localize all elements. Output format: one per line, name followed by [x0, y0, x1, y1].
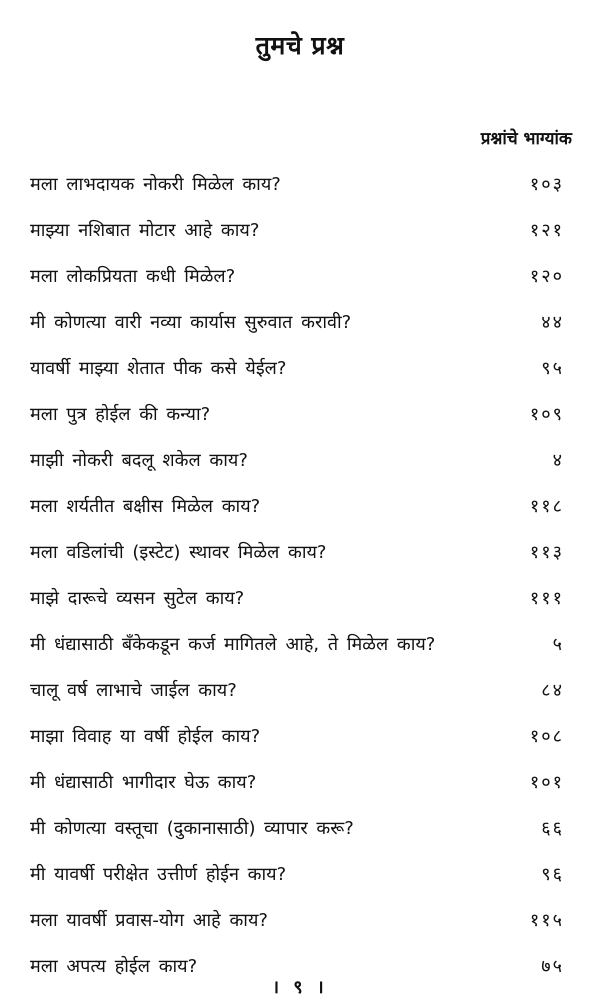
question-number: १०३: [529, 174, 564, 195]
question-row: [30, 162, 564, 208]
question-row: [30, 714, 564, 760]
question-row: [30, 806, 564, 852]
question-number: ९५: [541, 358, 564, 379]
question-row: [30, 208, 564, 254]
question-text: मला यावर्षी प्रवास-योग आहे काय?: [30, 910, 268, 931]
question-row: [30, 530, 564, 576]
question-text: मी यावर्षी परीक्षेत उत्तीर्ण होईन काय?: [30, 864, 287, 885]
question-number: १०१: [529, 772, 564, 793]
question-text: माझ्या नशिबात मोटार आहे काय?: [30, 220, 260, 241]
question-row: [30, 760, 564, 806]
question-text: मला शर्यतीत बक्षीस मिळेल काय?: [30, 496, 261, 517]
question-number: ११८: [529, 496, 564, 517]
question-number: ११३: [529, 542, 564, 563]
question-row: [30, 898, 564, 944]
question-text: मी धंद्यासाठी भागीदार घेऊ काय?: [30, 772, 257, 793]
page-number: । ९ ।: [272, 977, 328, 998]
question-text: मी कोणत्या वारी नव्या कार्यास सुरुवात करावी?: [30, 312, 352, 333]
question-text: मला पुत्र होईल की कन्या?: [30, 404, 211, 425]
question-text: मला वडिलांची (इस्टेट) स्थावर मिळेल काय?: [30, 542, 327, 563]
question-number: ९६: [541, 864, 564, 885]
question-text: माझी नोकरी बदलू शकेल काय?: [30, 450, 248, 471]
question-row: [30, 300, 564, 346]
column-header: प्रश्नांचे भाग्यांक: [480, 129, 572, 149]
question-number: १११: [529, 588, 564, 609]
question-text: मी कोणत्या वस्तूचा (दुकानासाठी) व्यापार करू?: [30, 818, 354, 839]
question-row: [30, 576, 564, 622]
page-title: तुमचे प्रश्न: [255, 31, 345, 60]
question-number: ८४: [541, 680, 564, 701]
question-text: माझा विवाह या वर्षी होईल काय?: [30, 726, 261, 747]
question-number: ७५: [541, 956, 564, 977]
question-row: [30, 254, 564, 300]
question-text: मला अपत्य होईल काय?: [30, 956, 198, 977]
question-number: ४४: [541, 312, 564, 333]
question-text: माझे दारूचे व्यसन सुटेल काय?: [30, 588, 245, 609]
question-number: १०९: [529, 404, 564, 425]
question-row: [30, 484, 564, 530]
question-number: १२१: [529, 220, 564, 241]
question-row: [30, 392, 564, 438]
question-number: ४: [552, 450, 564, 471]
question-number: ६६: [541, 818, 564, 839]
question-text: मला लोकप्रियता कधी मिळेल?: [30, 266, 236, 287]
question-row: [30, 346, 564, 392]
question-text: मला लाभदायक नोकरी मिळेल काय?: [30, 174, 281, 195]
question-number: ५: [552, 634, 564, 655]
question-row: [30, 438, 564, 484]
question-text: चालू वर्ष लाभाचे जाईल काय?: [30, 680, 237, 701]
question-text: मी धंद्यासाठी बँकेकडून कर्ज मागितले आहे, ते मिळेल काय?: [30, 634, 436, 655]
question-list: [30, 162, 564, 990]
question-number: १०८: [529, 726, 564, 747]
question-row: [30, 668, 564, 714]
question-row: [30, 622, 564, 668]
question-number: १२०: [529, 266, 564, 287]
question-number: ११५: [529, 910, 564, 931]
question-row: [30, 852, 564, 898]
question-text: यावर्षी माझ्या शेतात पीक कसे येईल?: [30, 358, 287, 379]
